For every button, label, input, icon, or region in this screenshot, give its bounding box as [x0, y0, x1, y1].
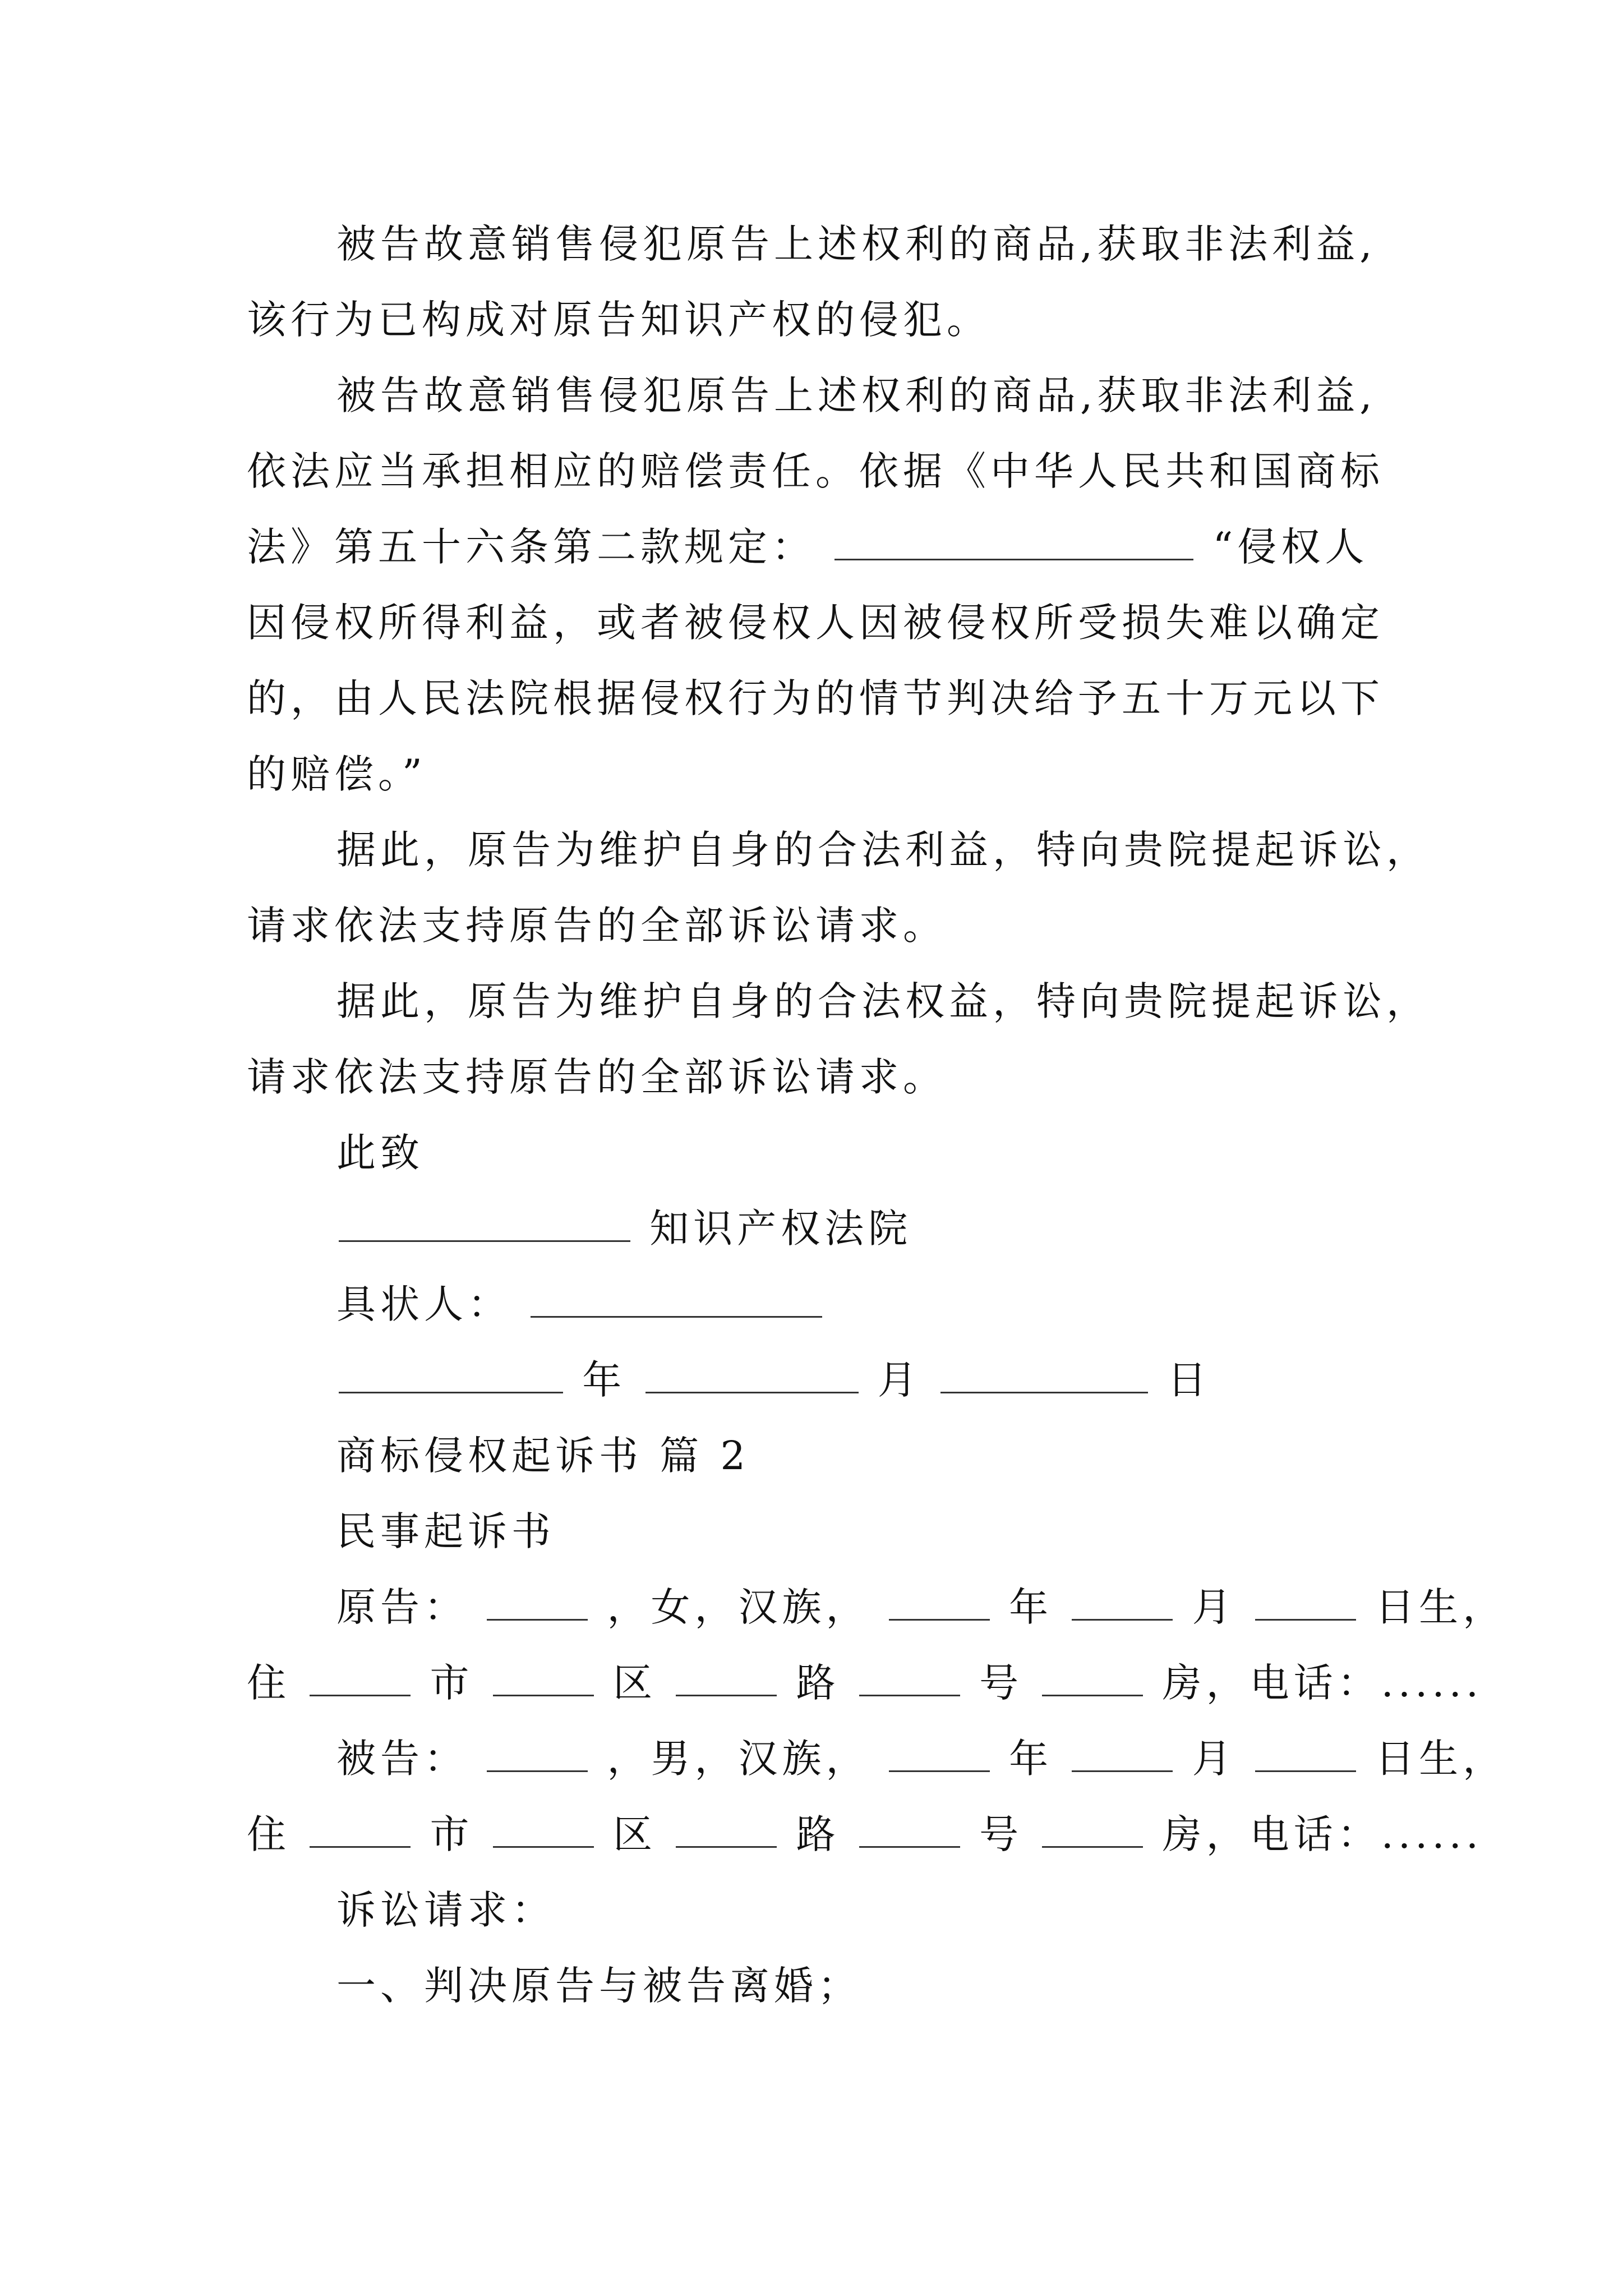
text: 月: [1192, 1584, 1236, 1630]
blank-line: [859, 1659, 960, 1696]
text: 月: [877, 1357, 921, 1403]
paragraph-line: [336, 973, 1430, 1029]
text: 依法应当承担相应的赔偿责任。依据《中华人民共和国商标: [247, 448, 1384, 494]
text: 该行为已构成对原告知识产权的侵犯。: [247, 297, 990, 343]
paragraph-line: [336, 216, 1377, 272]
paragraph-line: [336, 1731, 1506, 1787]
text: 诉讼请求：: [336, 1887, 555, 1933]
text: ，男，汉族，: [607, 1736, 870, 1782]
paragraph-line: [336, 367, 1377, 424]
paragraph-line: [336, 1276, 824, 1332]
paragraph-line: [247, 670, 1384, 726]
text: 日生，: [1375, 1584, 1507, 1630]
paragraph-line: [247, 1806, 1483, 1862]
paragraph-line: [336, 1200, 912, 1257]
text: 号: [979, 1811, 1023, 1857]
blank-line: [310, 1659, 411, 1696]
paragraph-line: [336, 1958, 861, 2014]
text: 此致: [336, 1130, 424, 1176]
text: 路: [796, 1660, 840, 1706]
text: 请求依法支持原告的全部诉讼请求。: [247, 1054, 947, 1100]
blank-line: [1042, 1810, 1143, 1848]
blank-line: [487, 1734, 588, 1772]
text: 被告故意销售侵犯原告上述权利的商品,获取非法利益,: [336, 372, 1377, 418]
text: 月: [1192, 1736, 1236, 1782]
paragraph-line: [336, 1579, 1506, 1635]
blank-line: [889, 1583, 990, 1621]
text: 市: [430, 1811, 474, 1857]
text: 民事起诉书: [336, 1508, 555, 1554]
blank-line: [1255, 1583, 1356, 1621]
text: 年: [1009, 1584, 1053, 1630]
blank-line: [676, 1659, 777, 1696]
text: 住: [247, 1811, 291, 1857]
text: 的赔偿。”: [247, 751, 427, 797]
paragraph-line: [247, 443, 1384, 499]
blank-line: [1042, 1659, 1143, 1696]
text: 的，由人民法院根据侵权行为的情节判决给予五十万元以下: [247, 675, 1384, 721]
text: 年: [582, 1357, 626, 1403]
blank-line: [339, 1356, 563, 1393]
paragraph-line: [336, 1428, 750, 1484]
blank-line: [1255, 1734, 1356, 1772]
blank-line: [645, 1356, 859, 1393]
text: 房，电话：......: [1162, 1660, 1483, 1706]
blank-line: [493, 1659, 594, 1696]
text: 年: [1009, 1736, 1053, 1782]
paragraph-line: [336, 822, 1430, 878]
text: 路: [796, 1811, 840, 1857]
text: 住: [247, 1660, 291, 1706]
paragraph-line: [247, 746, 427, 802]
blank-line: [493, 1810, 594, 1848]
blank-line: [1072, 1734, 1173, 1772]
text: 商标侵权起诉书 篇 2: [336, 1433, 750, 1479]
blank-line: [310, 1810, 411, 1848]
paragraph-line: [247, 1049, 947, 1105]
text: “侵权人: [1212, 524, 1369, 570]
paragraph-line: [247, 1655, 1483, 1711]
paragraph-line: [247, 292, 990, 348]
text: 区: [613, 1811, 657, 1857]
text: 号: [979, 1660, 1023, 1706]
text: ，女，汉族，: [607, 1584, 870, 1630]
text: 据此，原告为维护自身的合法利益，特向贵院提起诉讼，: [336, 827, 1430, 873]
paragraph-line: [336, 1352, 1211, 1408]
blank-line: [889, 1734, 990, 1772]
text: 知识产权法院: [649, 1205, 912, 1251]
blank-line: [487, 1583, 588, 1621]
text: 因侵权所得利益，或者被侵权人因被侵权所受损失难以确定: [247, 600, 1384, 646]
paragraph-line: [336, 1125, 424, 1181]
text: 具状人：: [336, 1281, 511, 1327]
paragraph-line: [336, 1503, 555, 1559]
text: 据此，原告为维护自身的合法权益，特向贵院提起诉讼，: [336, 978, 1430, 1024]
text: 法》第五十六条第二款规定：: [247, 524, 815, 570]
blank-line: [834, 523, 1193, 560]
blank-line: [339, 1204, 630, 1242]
blank-line: [859, 1810, 960, 1848]
blank-line: [1072, 1583, 1173, 1621]
text: 日生，: [1375, 1736, 1507, 1782]
blank-line: [531, 1280, 822, 1318]
paragraph-line: [247, 519, 1368, 575]
text: 请求依法支持原告的全部诉讼请求。: [247, 903, 947, 949]
text: 房，电话：......: [1162, 1811, 1483, 1857]
paragraph-line: [336, 1882, 555, 1938]
blank-line: [940, 1356, 1148, 1393]
text: 市: [430, 1660, 474, 1706]
text: 原告：: [336, 1584, 468, 1630]
text: 区: [613, 1660, 657, 1706]
blank-line: [676, 1810, 777, 1848]
paragraph-line: [247, 898, 947, 954]
text: 一、判决原告与被告离婚；: [336, 1963, 861, 2009]
paragraph-line: [247, 595, 1384, 651]
text: 被告：: [336, 1736, 468, 1782]
text: 日: [1167, 1357, 1211, 1403]
text: 被告故意销售侵犯原告上述权利的商品,获取非法利益,: [336, 221, 1377, 267]
